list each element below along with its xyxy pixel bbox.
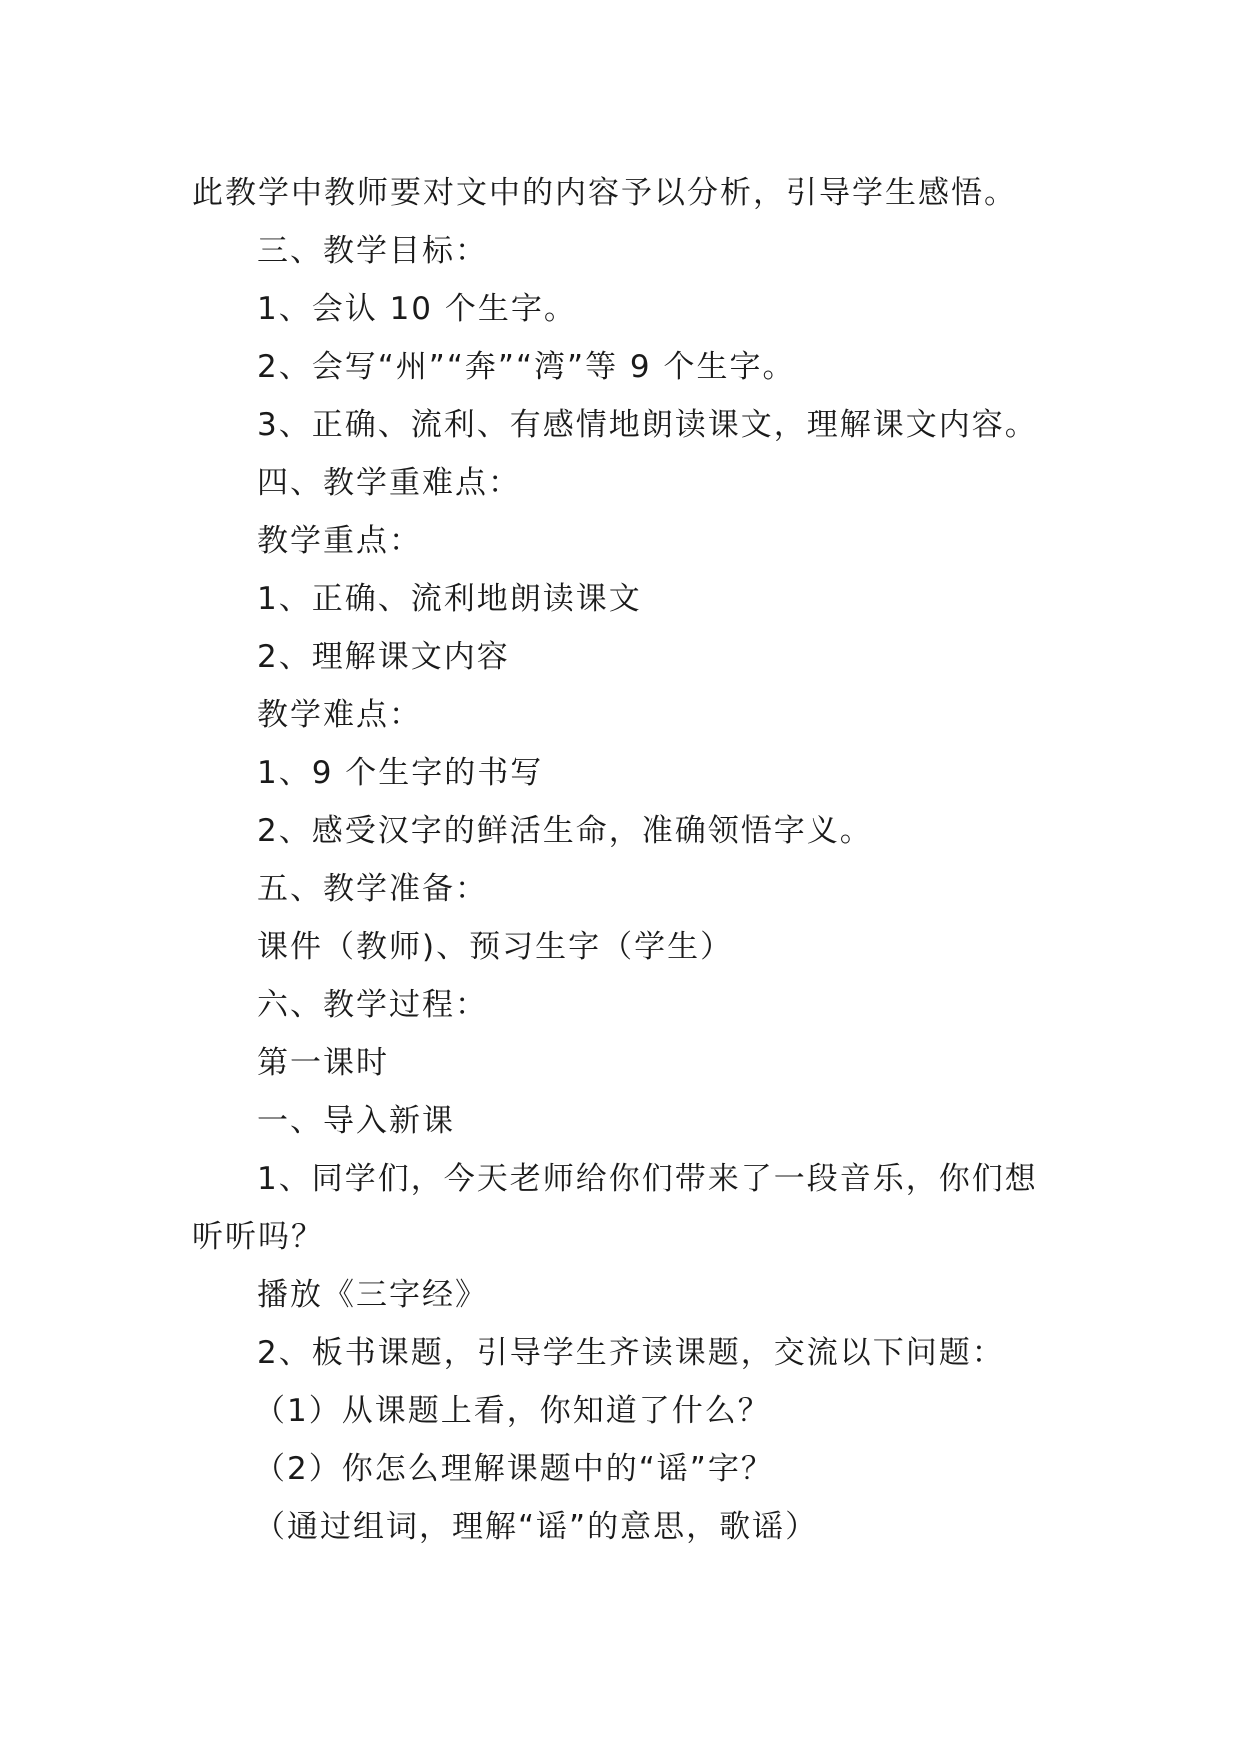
paragraph-line: 此教学中教师要对文中的内容予以分析，引导学生感悟。	[192, 175, 1017, 211]
question-item: （1）从课题上看，你知道了什么？	[254, 1393, 771, 1429]
document-body	[192, 164, 1062, 1556]
section-heading-goals: 三、教学目标：	[257, 233, 488, 269]
paragraph-line: 1、同学们，今天老师给你们带来了一段音乐，你们想	[257, 1161, 1038, 1197]
list-item: 2、感受汉字的鲜活生命，准确领悟字义。	[257, 813, 873, 849]
list-item: 1、正确、流利地朗读课文	[257, 581, 642, 617]
subheading-intro: 一、导入新课	[257, 1103, 455, 1139]
section-heading-key-points: 四、教学重难点：	[257, 465, 521, 501]
subheading-difficulty: 教学难点：	[257, 697, 422, 733]
list-item: 1、会认 10 个生字。	[257, 291, 577, 327]
question-item: （2）你怎么理解课题中的“谣”字？	[254, 1451, 774, 1487]
section-heading-preparation: 五、教学准备：	[257, 871, 488, 907]
paragraph-line: 2、板书课题，引导学生齐读课题，交流以下问题：	[257, 1335, 1005, 1371]
list-item: 1、9 个生字的书写	[257, 755, 544, 791]
paragraph-line: （通过组词，理解“谣”的意思，歌谣）	[254, 1509, 819, 1545]
subheading-lesson: 第一课时	[257, 1045, 389, 1081]
section-heading-process: 六、教学过程：	[257, 987, 488, 1023]
list-item: 2、会写“州”“奔”“湾”等 9 个生字。	[257, 349, 796, 385]
subheading-focus: 教学重点：	[257, 523, 422, 559]
list-item: 3、正确、流利、有感情地朗读课文，理解课文内容。	[257, 407, 1038, 443]
paragraph-line: 课件（教师)、预习生字（学生）	[257, 929, 734, 965]
paragraph-line: 播放《三字经》	[257, 1277, 488, 1313]
list-item: 2、理解课文内容	[257, 639, 510, 675]
paragraph-line: 听听吗？	[192, 1219, 324, 1255]
